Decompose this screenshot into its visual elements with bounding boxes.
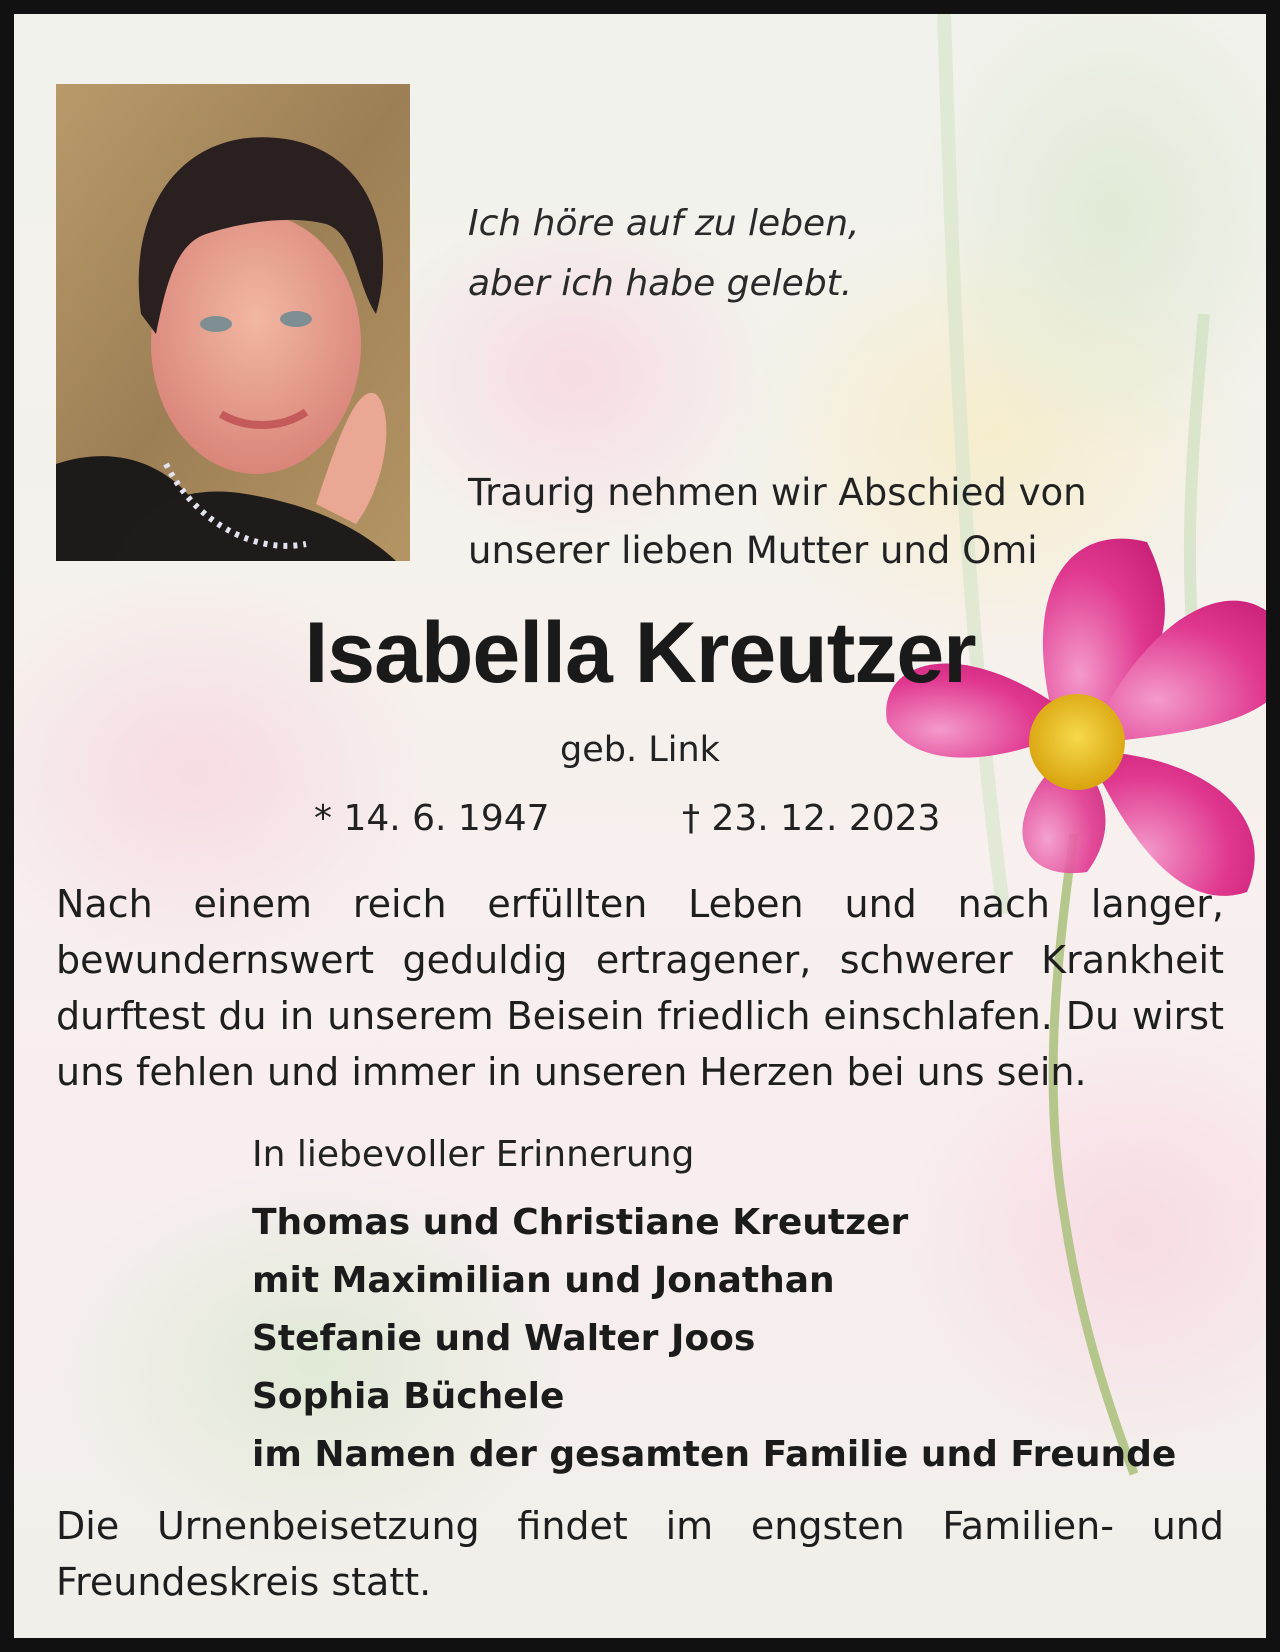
burial-notice: Die Urnenbeisetzung findet im engsten Familien- und Freundeskreis statt. xyxy=(56,1504,1224,1604)
mourner-line: mit Maximilian und Jonathan xyxy=(252,1260,835,1301)
farewell-message: Nach einem reich erfüllten Leben und nach langer, bewundernswert geduldig ertragener, schwerer Krankheit durftest du in unserem Beisein friedlich einschlafen. Du wirst uns fehlen und immer in unseren Herzen bei uns sein. xyxy=(56,882,1224,1094)
birth-date: * 14. 6. 1947 xyxy=(314,798,550,839)
motto-line: Ich höre auf zu leben, xyxy=(468,203,860,244)
portrait-photo xyxy=(56,84,410,561)
intro-text xyxy=(468,464,1087,580)
intro-line: unserer lieben Mutter und Omi xyxy=(468,529,1038,572)
death-date: † 23. 12. 2023 xyxy=(682,798,941,839)
intro-line: Traurig nehmen wir Abschied von xyxy=(468,471,1087,514)
mourner-line: Thomas und Christiane Kreutzer xyxy=(252,1202,909,1243)
mourner-line: Stefanie und Walter Joos xyxy=(252,1318,756,1359)
mourner-line: im Namen der gesamten Familie und Freunde xyxy=(252,1434,1177,1475)
maiden-name: geb. Link xyxy=(560,730,720,770)
signature-intro: In liebevoller Erinnerung xyxy=(252,1134,695,1175)
mourner-line: Sophia Büchele xyxy=(252,1376,565,1417)
motto-quote xyxy=(468,194,859,314)
motto-line: aber ich habe gelebt. xyxy=(468,263,853,304)
deceased-name: Isabella Kreutzer xyxy=(304,605,976,701)
mourners-list xyxy=(252,1194,1176,1484)
